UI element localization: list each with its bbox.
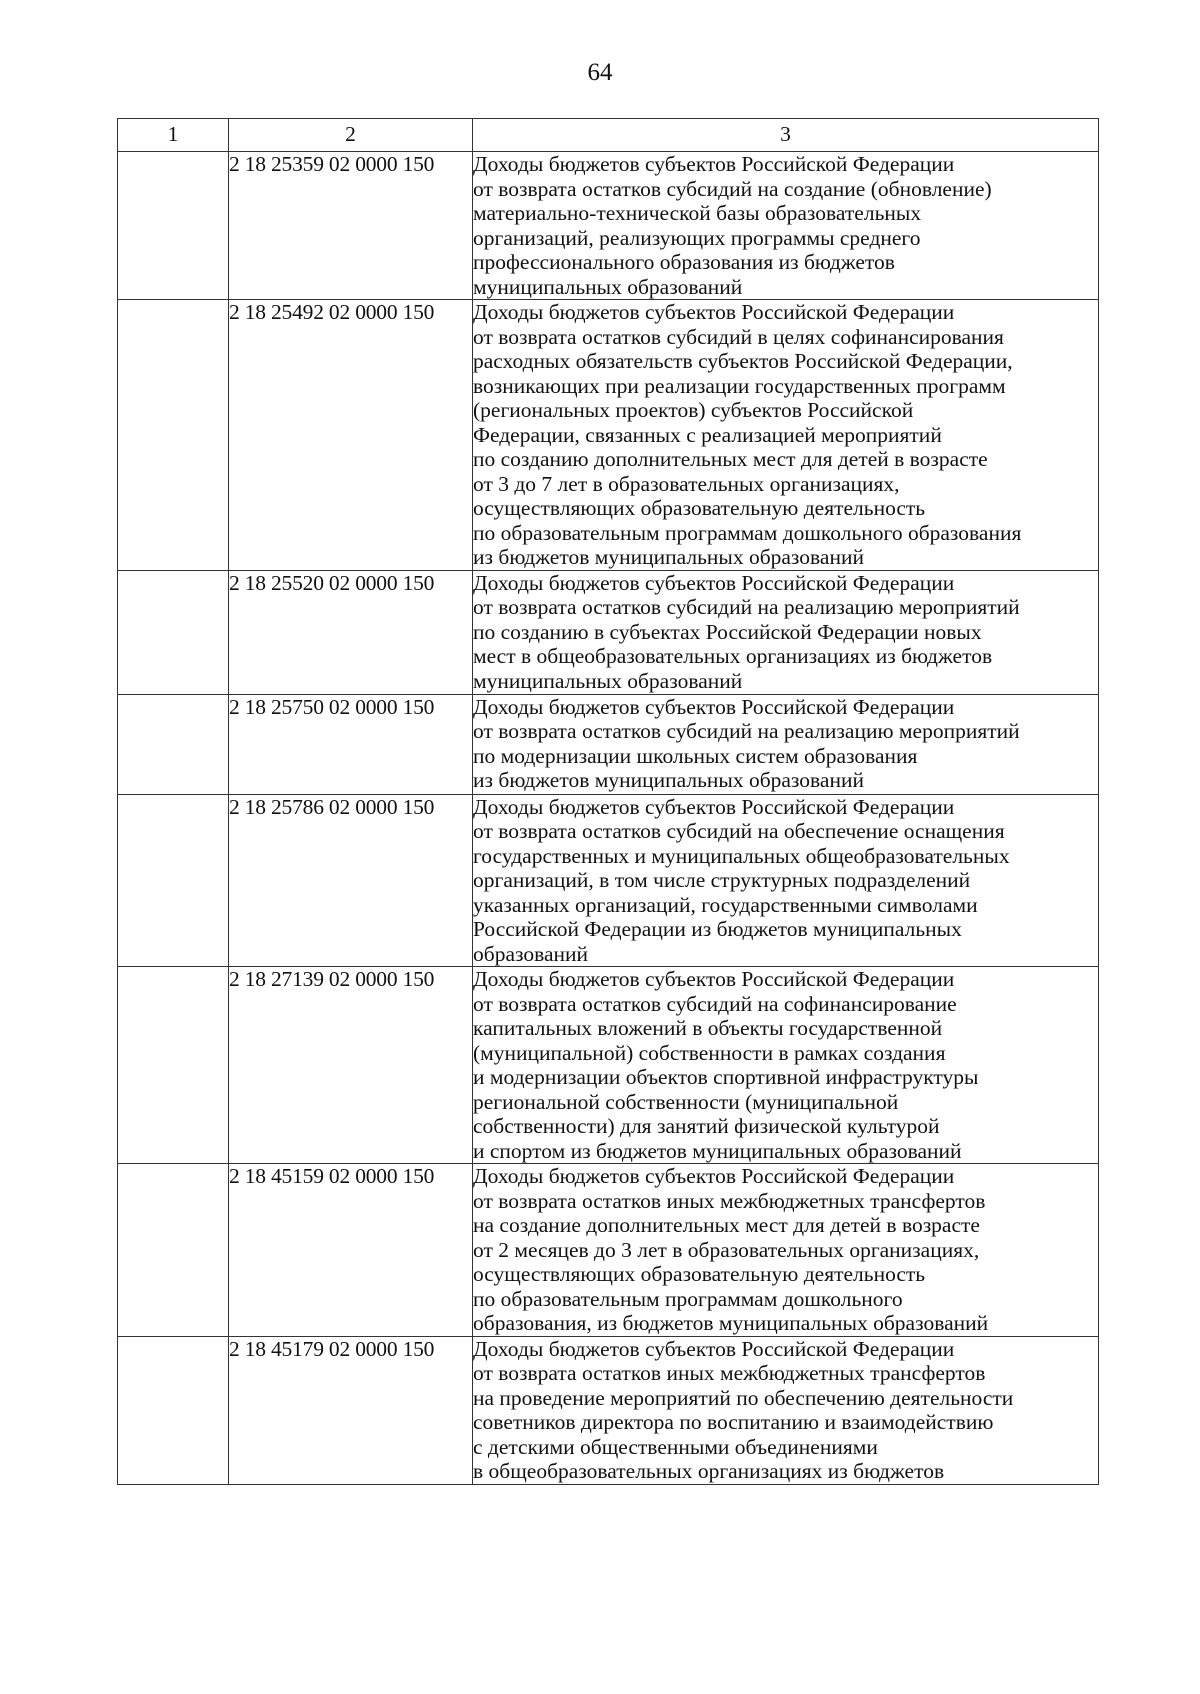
description-line: Доходы бюджетов субъектов Российской Федерации (473, 300, 955, 324)
description-line: на создание дополнительных мест для детей в возрасте (473, 1213, 980, 1237)
row-number-cell (118, 794, 229, 967)
description-line: и модернизации объектов спортивной инфраструктуры (473, 1065, 979, 1089)
description-line: Доходы бюджетов субъектов Российской Федерации (473, 794, 955, 819)
description-line: муниципальных образований (473, 668, 743, 693)
row-number-cell (118, 694, 229, 794)
revenue-description-cell (473, 1164, 1099, 1337)
description-line: возникающих при реализации государственных программ (473, 373, 1006, 398)
description-line: организаций, реализующих программы среднего (473, 225, 921, 250)
table-row (118, 1164, 1099, 1337)
revenue-description-cell (473, 967, 1099, 1164)
description-line: Доходы бюджетов субъектов Российской Федерации (473, 152, 955, 176)
description-line: от возврата остатков субсидий на обеспечение оснащения (473, 819, 1005, 843)
description-line: от возврата остатков субсидий на реализацию мероприятий (473, 719, 1020, 743)
description-line: профессионального образования из бюджетов (473, 250, 895, 274)
description-line: от возврата остатков субсидий на создание (обновление) (473, 176, 992, 201)
description-line: собственности) для занятий физической культурой (473, 1114, 940, 1138)
row-number-cell (118, 300, 229, 571)
description-line: в общеобразовательных организациях из бюджетов (473, 1459, 945, 1483)
budget-code-cell: 2 18 25492 02 0000 150 (229, 300, 473, 571)
description-line: от 3 до 7 лет в образовательных организациях, (473, 471, 900, 496)
description-line: из бюджетов муниципальных образований (473, 768, 864, 792)
budget-code-cell: 2 18 45179 02 0000 150 (229, 1336, 473, 1484)
budget-code-cell: 2 18 25750 02 0000 150 (229, 694, 473, 794)
revenue-description-cell (473, 300, 1099, 571)
description-line: и спортом из бюджетов муниципальных образований (473, 1138, 962, 1163)
description-line: по модернизации школьных систем образования (473, 743, 918, 768)
budget-code-cell: 2 18 45159 02 0000 150 (229, 1164, 473, 1337)
description-line: по образовательным программам дошкольного (473, 1286, 903, 1311)
description-line: с детскими общественными объединениями (473, 1434, 878, 1459)
table-row (118, 152, 1099, 300)
budget-code-cell: 2 18 27139 02 0000 150 (229, 967, 473, 1164)
description-line: Доходы бюджетов субъектов Российской Федерации (473, 1336, 955, 1361)
row-number-cell (118, 967, 229, 1164)
table-header-row (118, 119, 1099, 152)
row-number-cell (118, 1164, 229, 1337)
budget-code-cell: 2 18 25359 02 0000 150 (229, 152, 473, 300)
description-line: Доходы бюджетов субъектов Российской Федерации (473, 694, 955, 719)
description-line: (муниципальной) собственности в рамках создания (473, 1040, 946, 1065)
budget-code-cell: 2 18 25520 02 0000 150 (229, 570, 473, 694)
description-line: организаций, в том числе структурных подразделений (473, 868, 971, 892)
description-line: Доходы бюджетов субъектов Российской Федерации (473, 1164, 955, 1188)
column-header-1: 1 (118, 119, 229, 152)
description-line: государственных и муниципальных общеобразовательных (473, 843, 1010, 868)
description-line: от возврата остатков субсидий в целях софинансирования (473, 324, 1004, 349)
revenue-description-cell (473, 1336, 1099, 1484)
revenue-description-cell (473, 570, 1099, 694)
budget-revenue-table (117, 118, 1099, 1485)
table-row (118, 300, 1099, 571)
description-line: от возврата остатков субсидий на реализацию мероприятий (473, 595, 1020, 619)
description-line: образований (473, 941, 589, 966)
description-line: Российской Федерации из бюджетов муниципальных (473, 917, 962, 941)
description-line: мест в общеобразовательных организациях из бюджетов (473, 644, 993, 668)
table-row (118, 794, 1099, 967)
description-line: Доходы бюджетов субъектов Российской Федерации (473, 570, 955, 595)
description-line: региональной собственности (муниципальной (473, 1089, 899, 1114)
description-line: по созданию в субъектах Российской Федерации новых (473, 619, 982, 644)
description-line: осуществляющих образовательную деятельность (473, 1262, 926, 1286)
description-line: от возврата остатков субсидий на софинансирование (473, 991, 957, 1016)
description-line: указанных организаций, государственными символами (473, 892, 978, 917)
description-line: от возврата остатков иных межбюджетных трансфертов (473, 1188, 986, 1213)
row-number-cell (118, 152, 229, 300)
column-header-3: 3 (473, 119, 1099, 152)
description-line: Доходы бюджетов субъектов Российской Федерации (473, 967, 955, 991)
table-row (118, 570, 1099, 694)
description-line: на проведение мероприятий по обеспечению деятельности (473, 1385, 1014, 1410)
table-row (118, 1336, 1099, 1484)
description-line: Федерации, связанных с реализацией мероприятий (473, 422, 942, 447)
budget-code-cell: 2 18 25786 02 0000 150 (229, 794, 473, 967)
description-line: расходных обязательств субъектов Российской Федерации, (473, 349, 1013, 373)
table-row (118, 694, 1099, 794)
description-line: осуществляющих образовательную деятельность (473, 496, 926, 520)
description-line: капитальных вложений в объекты государственной (473, 1016, 943, 1040)
description-line: муниципальных образований (473, 274, 743, 299)
description-line: советников директора по воспитанию и взаимодействию (473, 1410, 994, 1434)
description-line: от 2 месяцев до 3 лет в образовательных организациях, (473, 1237, 980, 1262)
description-line: (региональных проектов) субъектов Российской (473, 398, 914, 422)
row-number-cell (118, 1336, 229, 1484)
description-line: материально-технической базы образовательных (473, 201, 922, 225)
page-number: 64 (587, 59, 613, 86)
description-line: по образовательным программам дошкольного образования (473, 520, 1022, 545)
description-line: образования, из бюджетов муниципальных образований (473, 1311, 989, 1335)
table-body (118, 152, 1099, 1485)
revenue-description-cell (473, 794, 1099, 967)
description-line: из бюджетов муниципальных образований (473, 545, 864, 569)
description-line: по созданию дополнительных мест для детей в возрасте (473, 447, 988, 471)
row-number-cell (118, 570, 229, 694)
revenue-description-cell (473, 152, 1099, 300)
revenue-description-cell (473, 694, 1099, 794)
table-row (118, 967, 1099, 1164)
description-line: от возврата остатков иных межбюджетных трансфертов (473, 1361, 986, 1385)
column-header-2: 2 (229, 119, 473, 152)
